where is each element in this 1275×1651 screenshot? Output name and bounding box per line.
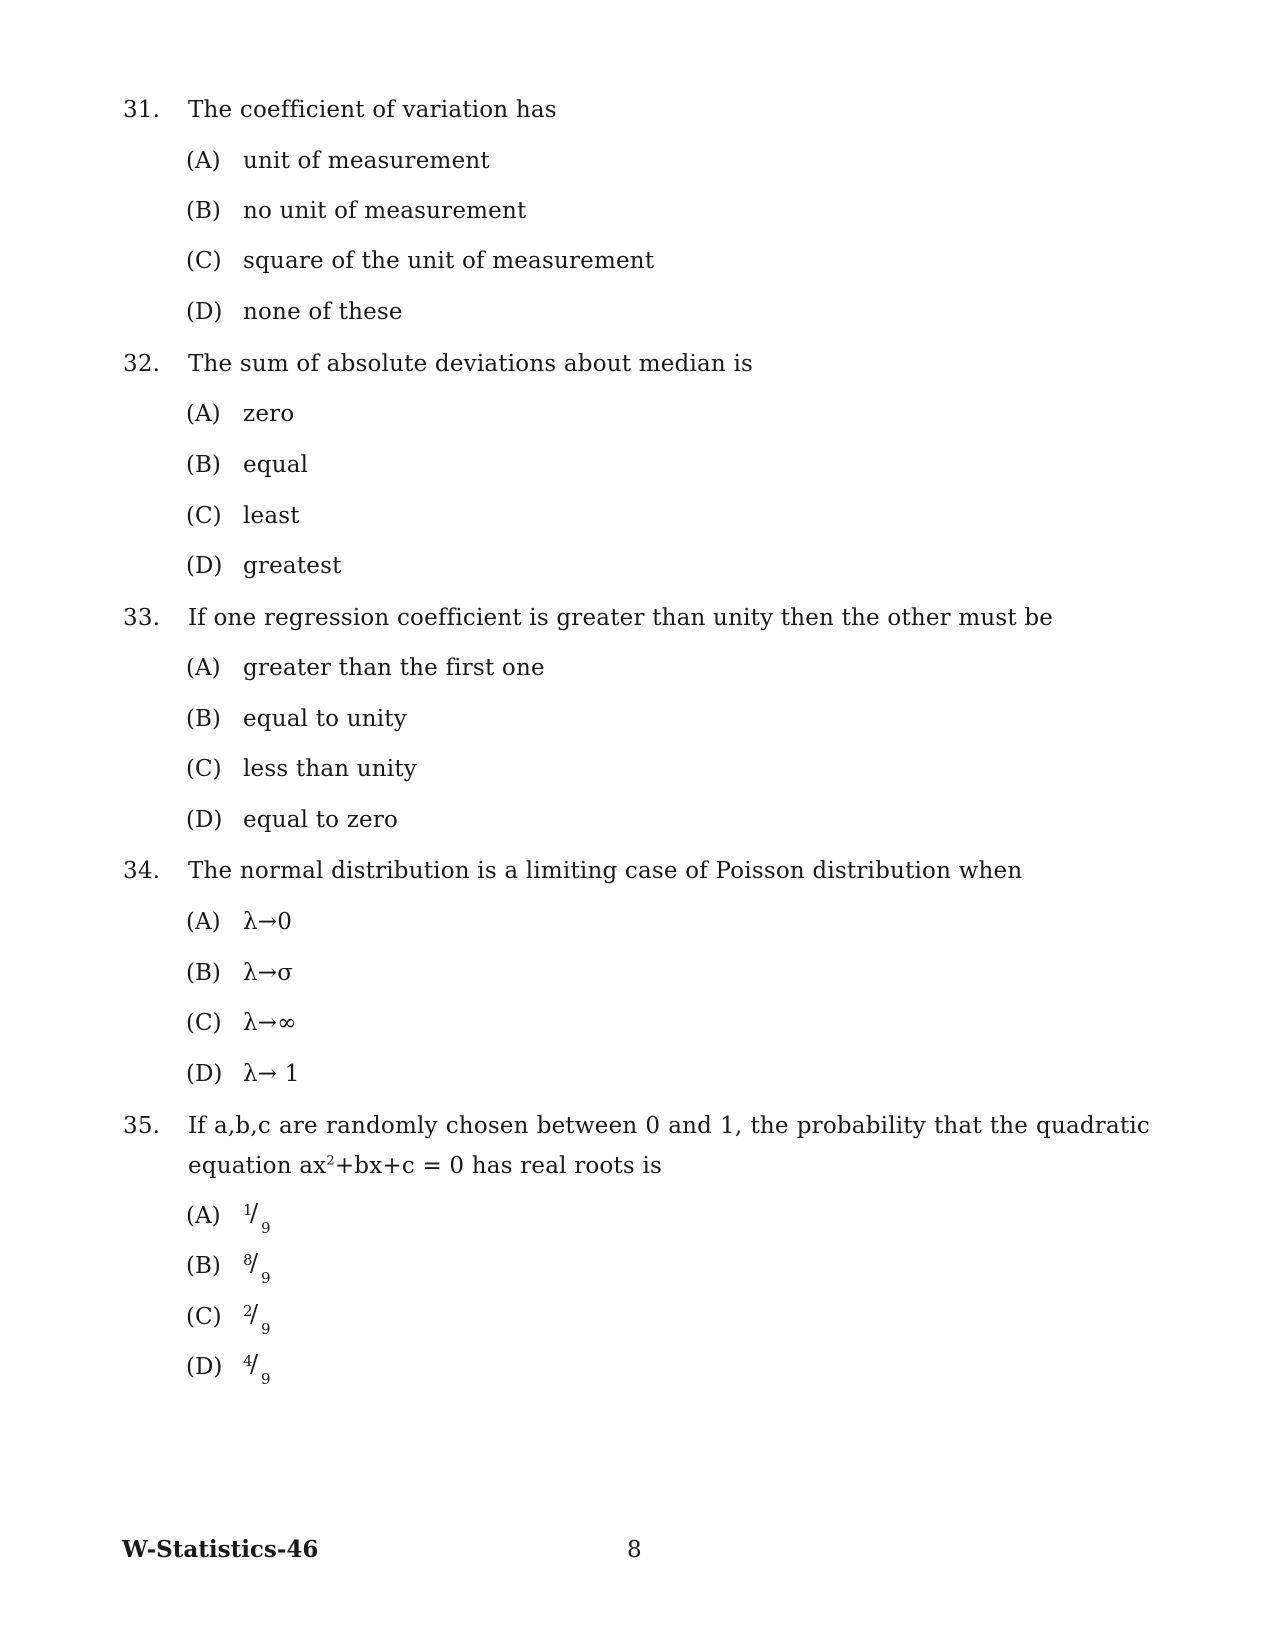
option-text: none of these xyxy=(243,299,403,325)
option-d xyxy=(0,805,1275,837)
option-label: (A) xyxy=(186,1203,221,1229)
option-text: greatest xyxy=(243,553,342,579)
question-text-part2: +bx+c = 0 has real roots is xyxy=(334,1153,662,1179)
option-b xyxy=(0,958,1275,990)
option-label: (B) xyxy=(186,452,221,478)
fraction-slash: / xyxy=(250,1350,259,1378)
fraction-numerator: 1 xyxy=(243,1201,253,1219)
option-label: (B) xyxy=(186,960,221,986)
option-text: greater than the first one xyxy=(243,655,545,681)
option-d xyxy=(0,1350,1275,1388)
option-a xyxy=(0,907,1275,939)
fraction-numerator: 8 xyxy=(243,1251,253,1269)
option-label: (D) xyxy=(186,807,223,833)
option-a xyxy=(0,146,1275,178)
option-fraction xyxy=(243,1251,283,1295)
option-d xyxy=(0,1059,1275,1091)
option-label: (D) xyxy=(186,1061,223,1087)
option-a xyxy=(0,1199,1275,1237)
option-b xyxy=(0,450,1275,482)
fraction-numerator: 4 xyxy=(243,1352,253,1370)
option-text: less than unity xyxy=(243,756,417,782)
fraction-denominator: 9 xyxy=(261,1269,271,1287)
option-text: unit of measurement xyxy=(243,148,490,174)
option-label: (C) xyxy=(186,1010,222,1036)
option-label: (C) xyxy=(186,1304,222,1330)
option-text: square of the unit of measurement xyxy=(243,248,655,274)
question-number: 34. xyxy=(123,858,161,884)
question-text: The coefficient of variation has xyxy=(188,97,557,123)
question-number: 32. xyxy=(123,351,161,377)
option-d xyxy=(0,551,1275,583)
option-text: equal to zero xyxy=(243,807,399,833)
option-label: (A) xyxy=(186,655,221,681)
option-c xyxy=(0,246,1275,278)
question-number: 35. xyxy=(123,1113,161,1139)
option-text: equal to unity xyxy=(243,706,407,732)
option-label: (A) xyxy=(186,148,221,174)
option-a xyxy=(0,653,1275,685)
fraction-slash: / xyxy=(250,1249,259,1277)
option-label: (D) xyxy=(186,1354,223,1380)
option-b xyxy=(0,704,1275,736)
option-label: (C) xyxy=(186,503,222,529)
question-number: 33. xyxy=(123,605,161,631)
option-c xyxy=(0,501,1275,533)
fraction-slash: / xyxy=(250,1199,259,1227)
option-text: λ→0 xyxy=(243,909,293,935)
option-label: (B) xyxy=(186,198,221,224)
option-text: equal xyxy=(243,452,309,478)
fraction-denominator: 9 xyxy=(261,1219,271,1237)
option-label: (B) xyxy=(186,1253,221,1279)
option-text: zero xyxy=(243,401,295,427)
option-label: (C) xyxy=(186,756,222,782)
option-c xyxy=(0,754,1275,786)
option-c xyxy=(0,1008,1275,1040)
option-fraction xyxy=(243,1201,283,1245)
option-text: least xyxy=(243,503,300,529)
question-text xyxy=(188,1106,1150,1186)
option-label: (D) xyxy=(186,553,223,579)
question-number: 31. xyxy=(123,97,161,123)
question-text: If one regression coefficient is greater than unity then the other must be xyxy=(188,605,1054,631)
option-d xyxy=(0,297,1275,329)
option-text: λ→σ xyxy=(243,960,294,986)
option-label: (B) xyxy=(186,706,221,732)
option-text: λ→∞ xyxy=(243,1010,297,1036)
question-text: The sum of absolute deviations about median is xyxy=(188,351,754,377)
question-text-part1: If a,b,c are randomly chosen between 0 and 1, the probability that the quadratic equation ax xyxy=(188,1113,1150,1179)
option-label: (A) xyxy=(186,909,221,935)
fraction-numerator: 2 xyxy=(243,1302,253,1320)
fraction-slash: / xyxy=(250,1300,259,1328)
footer-page-number: 8 xyxy=(627,1537,642,1563)
option-c xyxy=(0,1300,1275,1338)
exponent: 2 xyxy=(326,1153,335,1169)
option-label: (A) xyxy=(186,401,221,427)
fraction-denominator: 9 xyxy=(261,1320,271,1338)
footer-paper-code: W-Statistics-46 xyxy=(122,1536,319,1563)
option-b xyxy=(0,196,1275,228)
option-a xyxy=(0,399,1275,431)
fraction-denominator: 9 xyxy=(261,1370,271,1388)
question-text: The normal distribution is a limiting case of Poisson distribution when xyxy=(188,858,1023,884)
option-label: (C) xyxy=(186,248,222,274)
option-label: (D) xyxy=(186,299,223,325)
option-fraction xyxy=(243,1352,283,1396)
option-b xyxy=(0,1249,1275,1287)
option-fraction xyxy=(243,1302,283,1346)
option-text: λ→ 1 xyxy=(243,1061,300,1087)
option-text: no unit of measurement xyxy=(243,198,527,224)
